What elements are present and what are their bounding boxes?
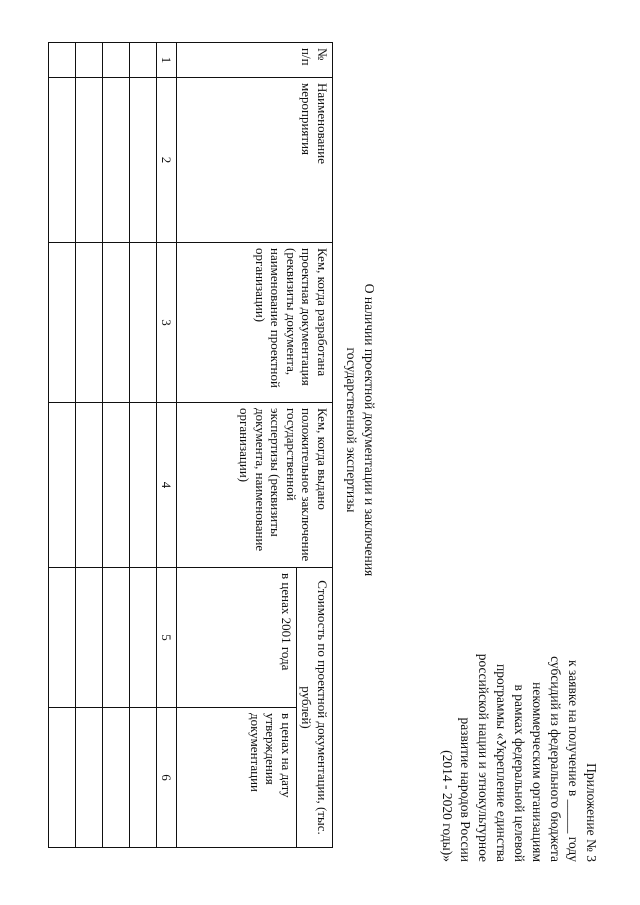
table-cell (103, 43, 130, 78)
header-expertise: Кем, когда выдано положительное заключение государственной экспертизы (реквизиты документа, наименование организации) (177, 403, 333, 568)
header-no: № п/п (177, 43, 333, 78)
table-row (76, 43, 103, 848)
table-cell (49, 43, 76, 78)
table-cell (103, 568, 130, 708)
table-cell (103, 243, 130, 403)
appendix-line: Приложение № 3 (584, 763, 599, 862)
table-cell (130, 403, 157, 568)
title-line: О наличии проектной документации и заключения (362, 283, 377, 577)
title-line: государственной экспертизы (344, 347, 359, 513)
table-cell (76, 708, 103, 848)
appendix-line: российской нации и этнокультурное (476, 653, 491, 862)
document-title (342, 150, 378, 710)
table-cell (76, 78, 103, 243)
column-number: 3 (157, 243, 177, 403)
appendix-line: развитие народов России (458, 717, 473, 862)
column-number: 1 (157, 43, 177, 78)
table-cell (49, 403, 76, 568)
table-cell (130, 43, 157, 78)
table-row (103, 43, 130, 848)
column-number: 4 (157, 403, 177, 568)
appendix-header (438, 640, 600, 862)
table-cell (49, 243, 76, 403)
table-cell (130, 78, 157, 243)
table-row (130, 43, 157, 848)
table-cell (103, 403, 130, 568)
header-name: Наименование мероприятия (177, 78, 333, 243)
table-cell (130, 708, 157, 848)
header-cost-date: в ценах на дату утверждения документации (177, 708, 297, 848)
column-number: 5 (157, 568, 177, 708)
table-cell (49, 78, 76, 243)
header-cost-2001: в ценах 2001 года (177, 568, 297, 708)
appendix-line: к заявке на получение в _____ году (566, 660, 581, 862)
table-cell (49, 708, 76, 848)
table-cell (76, 43, 103, 78)
project-documentation-table (48, 42, 333, 848)
table-cell (130, 568, 157, 708)
appendix-line: программы «Укрепление единства (494, 664, 509, 862)
appendix-line: в рамках федеральной целевой (512, 684, 527, 862)
column-number: 2 (157, 78, 177, 243)
table-cell (49, 568, 76, 708)
table-row (49, 43, 76, 848)
table-cell (103, 78, 130, 243)
header-cost-group: Стоимость по проектной документации, (тыс. рублей) (297, 568, 333, 848)
appendix-line: субсидий из федерального бюджета (548, 656, 563, 862)
table-cell (103, 708, 130, 848)
appendix-line: (2014 - 2020 годы)» (440, 750, 455, 862)
table-cell (76, 243, 103, 403)
table-cell (76, 568, 103, 708)
table-cell (130, 243, 157, 403)
header-developer: Кем, когда разработана проектная документация (реквизиты документа, наименование проектной организации) (177, 243, 333, 403)
header-row (297, 43, 333, 848)
column-number: 6 (157, 708, 177, 848)
table-cell (76, 403, 103, 568)
appendix-line: некоммерческим организациям (530, 682, 545, 862)
column-number-row (157, 43, 177, 848)
